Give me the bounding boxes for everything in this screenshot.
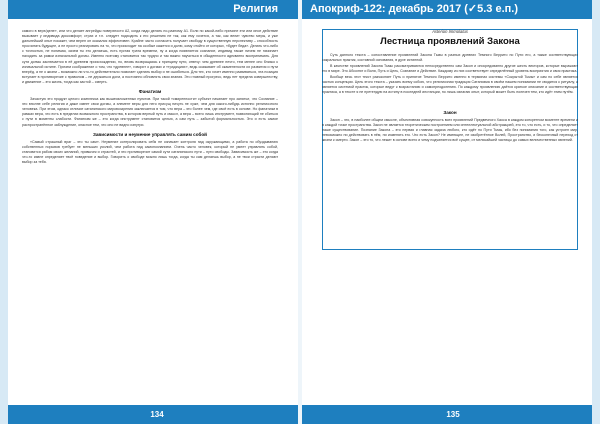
article-author: Asterion Immolatus xyxy=(432,29,468,34)
body-paragraph: Закон – это, в наиболее общем смысле, объективная совокупность всех проявлений Предвечного Хаоса в каждом конкретном моменте времени и в каждой точке пространства. Закон не является теоретическим построением или интеллектуальной абстракцией, это то, что есть, и то, что определяет наше существование. Познание Закона – это первая и главная задача любого, кто идёт по Пути Тьмы, ибо без понимания того, как устроен мир, невозможно ни действовать в нём, ни изменять его. Что есть Закон? Не имеющее, не изобретённое Волей, Пространство, и бесконечный переход от жизни к смерти. Закон – это то, что лежит в основе всего и чему подчиняется всё сущее, от мельчайшей частицы до самых величественных явлений. xyxy=(322,117,578,143)
body-paragraph: «Самый страшный враг – это ты сам». Неумение контролировать себя не означает контроля над окружающими, а работа по обуздыванию собственных порывов требует не меньших усилий, чем работа над самопознанием. Очень часто человек, который не умеет управлять собой, становится рабом своих желаний, привычек и страстей, и это противоречит самой сути сатанинского пути – пути свободы. Зависимость же – это когда что-то извне определяет твоё поведение и выбор. Говорить о свободе можно лишь тогда, когда ты сам делаешь выбор, а не твои страсти делают выбор за тебя. xyxy=(22,139,278,164)
section-title: Религия xyxy=(233,3,278,15)
right-footer-bar xyxy=(302,405,592,424)
right-header-banner xyxy=(302,0,592,19)
section-heading: Закон xyxy=(443,109,457,115)
left-footer-bar xyxy=(8,405,298,424)
left-header-banner xyxy=(8,0,298,19)
body-paragraph: Суть данного текста – сопоставление проявлений Закона Тьмы в разных древних Темного Веррито по Пути его, а также соответствующих сакральных практик, составной основания, в духе истинной. xyxy=(322,53,578,63)
body-paragraph: Вообще весь этот текст разъясняет Путь и принятие Темного Веррито именно в терминах системы «Сокрытой Тьмы» и сам по себе является частью концепции. Цель этого текста – указать всему собою, что религиозная традиция Сатанизма в своём нашем понимании не сводится к ритуалу, а является системой практик, которые ведут к возрастанию и самопреодолению. По каждому проявлению даётся краткое описание и соответствующая практика, а в тексте я не претендую на истину в последней инстанции, но лишь излагаю опыт, который может быть полезен тем, кто идёт этим путём. xyxy=(322,74,578,94)
body-paragraph: Зачастую это продукт целого комплекса как вышеизложенных пунктов. При такой «смиренности» субъект начинает про занятье, что Сознание – это вполне себе религия и даже имеет свои догмы, а элемент веры для него присущ ничуть не хуже, чем для какого-нибудь истинно религиозного человека. При этом, однако отличие сатанинского мировоззрения заключается в том, что вера – это более чем, где своё есть в основе. Но фанатизм в рамках вера, что есть в пределах возможного пространства, в котором верный путь и смысл, а вера – всего лишь инструмент, позволяющий не сбиться с пути в моменты слабости. Фанатизм же – это когда инструмент становится целью, а сам путь – забытой формальностью. Это и есть самое распространённое заблуждение, опасное тем, что оно не видно изнутри. xyxy=(22,97,278,127)
article-title: Лестница проявлений Закона xyxy=(380,36,520,47)
section-heading: Фанатизм xyxy=(138,89,162,95)
issue-title: Апокриф-122: декабрь 2017 (✓5.3 е.п.) xyxy=(310,3,519,15)
right-page xyxy=(300,0,600,424)
section-heading: Зависимости и неумение управлять самим собой xyxy=(93,131,207,137)
body-paragraph: самого в вере/деле», или что делает апгрейды поверхности А2, когда надо делать по-разному А1. Если по какой-либо причине эти или иное действие вызывает у индивида дискомфорт, страх и т.п. следует подходить к его решению не так, как ему хочется, а так, как велит чувство меры, и уже дальнейший опыт покажет, чем верен он оказался эффективен. Крайне часто согласить получает свободу в существенную перспективу – способность просчитать будущее, а не просто реагировать на то, что происходит на особые кажется и долю, кому отойти от которых, «будет беда». Делать что-либо с точностью, не понимая, зачем ты это делаешь, есть пустая трата времени, ну а когда появляется сознание, индивид также ничем не начинает находить за рамки изначальной догмы. Именно поэтому становится так трудно и так важно научиться в обыденности адекватно воспринимать. Для сути догмы заключается в её древнем происхождении, но, вновь возвращаясь к принципу пути, отвечу: чем древнее нечто, тем менее оно близко к изначальной истине. Причем соображение о том, что «древнее», говорит о догмах и «традициях», ведь сказывает об окаменелости их развития и пути вперёд, а не о жизни – возможно ли что-то действительно помогает сделать выбор и не ошибиться. Для тех, кто хочет именно развиваться, эта позиция вступает в противоречие с правилом – не держаться догм, а постоянно обновлять свои знания. Это главный прогресс, ведь нет предела совершенству, и движение – это жизнь, тогда как застой – смерть. xyxy=(22,29,278,84)
left-page-body xyxy=(22,29,278,166)
body-paragraph: В качестве проявлений Закона Тьмы рассматриваются непосредственно сам Закон и опосредованно другие шесть векторов, которые выражают его в мире. Это Абсолют и Воля, Путь и Цель, Сознание и Действие. Каждому из них соответствует определённый уровень восприятия и своя практика. xyxy=(322,63,578,73)
right-page-body xyxy=(322,29,578,144)
page-number: 134 xyxy=(150,410,164,419)
page-number: 135 xyxy=(446,410,460,419)
